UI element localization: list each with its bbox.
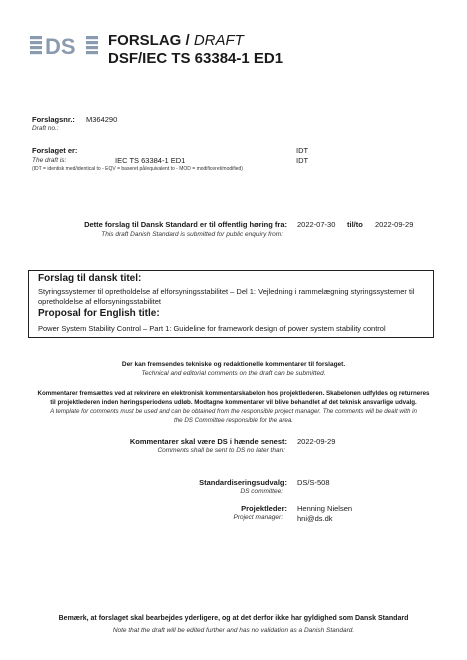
project-manager-name: Henning Nielsen [297, 504, 353, 513]
relation-legend: (IDT = identisk med/identical to - EQV = baseret på/equivalent to - MOD = modificeret/modified) [32, 166, 243, 172]
committee-label: Standardiseringsudvalg: [199, 478, 287, 487]
hoering-to-label: til/to [347, 220, 363, 229]
forslaget-er-label: Forslaget er: [32, 146, 78, 155]
comments-line1-en: Technical and editorial comments on the draft can be submitted. [141, 370, 326, 377]
dk-title-heading: Forslag til dansk titel: [38, 273, 142, 284]
project-manager-label: Projektleder: [241, 504, 287, 513]
deadline-value: 2022-09-29 [297, 437, 336, 446]
hoering-label: Dette forslag til Dansk Standard er til offentlig høring fra: [84, 220, 287, 229]
comments-line1: Der kan fremsendes tekniske og redaktionelle kommentarer til forslaget. [121, 361, 346, 368]
title-forslag [108, 32, 244, 49]
committee-label-en: DS committee: [240, 488, 283, 495]
comments-line2b: til projektlederen inden høringsperiodens udløb. Modtagne kommentarer vil blive behandlet af det teknisk ansvarlige udvalg. [50, 399, 417, 406]
deadline-label-en: Comments shall be sent to DS no later than: [157, 447, 285, 454]
title-box [28, 270, 434, 338]
comments-line2-en-a: A template for comments must be used and can be obtained from the responsible project manager. The comments will be dealt with in [50, 408, 417, 415]
draft-word: DRAFT [193, 32, 244, 49]
project-manager-label-en: Project manager: [233, 514, 283, 521]
ds-logo-text: DS [45, 34, 76, 57]
en-title-text: Power System Stability Control – Part 1: Guideline for framework design of power system stability control [38, 324, 386, 333]
relation-value-1: IDT [296, 146, 309, 155]
footer-note-en: Note that the draft will be edited further and has no validation as a Danish Standard. [112, 627, 355, 634]
forslagsnr-label: Forslagsnr.: [32, 115, 75, 124]
forslaget-er-value: IEC TS 63384-1 ED1 [115, 156, 186, 165]
ds-logo [30, 33, 102, 57]
forslagsnr-value: M364290 [86, 115, 118, 124]
project-manager-email[interactable]: hni@ds.dk [297, 514, 333, 523]
forslaget-er-label-en: The draft is: [32, 157, 67, 164]
comments-line2-en-b: the DS Committee responsible for the area. [174, 417, 293, 424]
hoering-from-date: 2022-07-30 [297, 220, 336, 229]
en-title-heading: Proposal for English title: [38, 308, 160, 319]
forslag-word: FORSLAG / [108, 32, 190, 49]
footer-note: Bemærk, at forslaget skal bearbejdes yderligere, og at det derfor ikke har gyldighed som Dansk Standard [58, 615, 409, 622]
deadline-label: Kommentarer skal være DS i hænde senest: [129, 437, 287, 446]
hoering-label-en: This draft Danish Standard is submitted for public enquiry from: [101, 231, 283, 238]
comments-line2a: Kommentarer fremsættes ved at rekvirere en elektronisk kommentarskabelon hos projektlederen. Skabelonen udfyldes og returneres [37, 390, 430, 397]
hoering-to-date: 2022-09-29 [375, 220, 414, 229]
dk-title-text: Styringssystemer til opretholdelse af elforsyningsstabilitet – Del 1: Vejledning i rammelægning styringssystemer til opretholdelse af elforsyningsstabilitet [38, 287, 415, 306]
relation-value-2: IDT [296, 156, 309, 165]
document-id: DSF/IEC TS 63384-1 ED1 [108, 50, 284, 67]
forslagsnr-label-en: Draft no.: [32, 125, 59, 132]
committee-value: DS/S-508 [297, 478, 330, 487]
